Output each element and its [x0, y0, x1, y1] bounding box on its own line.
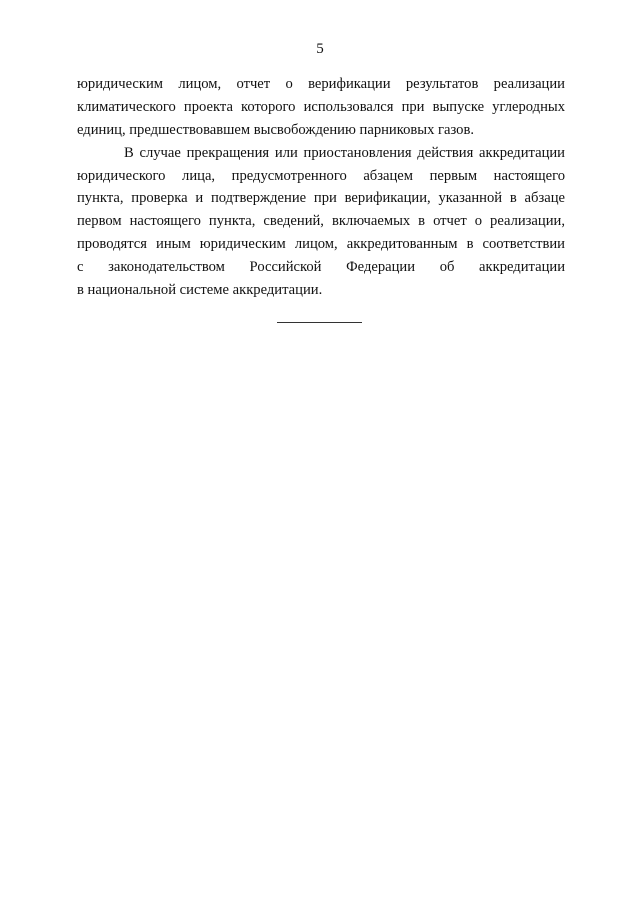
text-line: с законодательством Российской Федерации об аккредитации: [77, 259, 565, 276]
paragraph-2: [77, 142, 565, 302]
text-line: В случае прекращения или приостановления действия аккредитации: [124, 144, 565, 161]
text-line: юридическим лицом, отчет о верификации результатов реализации: [77, 76, 565, 92]
text-line: пункта, проверка и подтверждение при верификации, указанной в абзаце: [77, 190, 565, 207]
text-line: проводятся иным юридическим лицом, аккредитованным в соответствии: [77, 236, 565, 253]
document-body: [77, 73, 565, 302]
text-line: юридического лица, предусмотренного абзацем первым настоящего: [77, 167, 565, 184]
end-of-text-rule: [277, 322, 362, 323]
page-number: 5: [316, 41, 324, 57]
text-line: единиц, предшествовавшем высвобождению парниковых газов.: [77, 121, 474, 138]
paragraph-1: [77, 73, 565, 142]
text-line: в национальной системе аккредитации.: [77, 282, 323, 299]
text-line: климатического проекта которого использовался при выпуске углеродных: [77, 98, 565, 115]
text-line: первом настоящего пункта, сведений, включаемых в отчет о реализации,: [77, 213, 565, 230]
